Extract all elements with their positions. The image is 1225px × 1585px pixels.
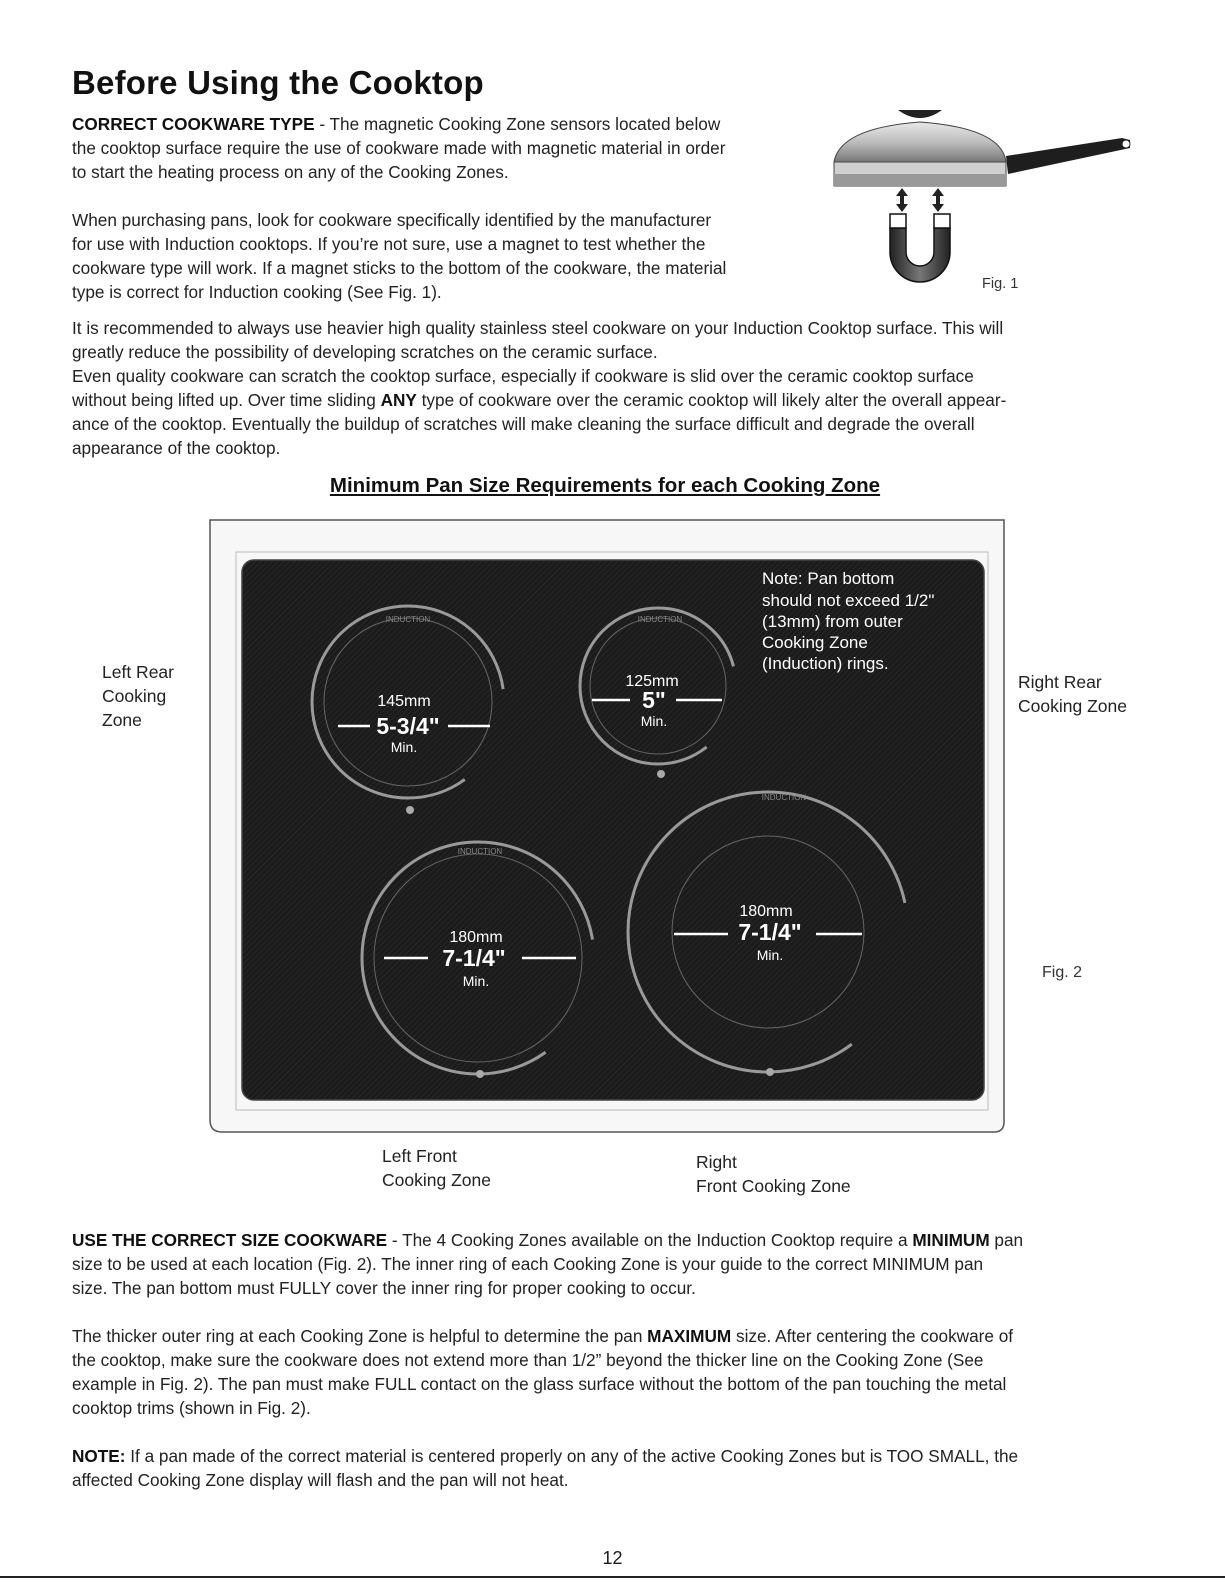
outer-ring-paragraph xyxy=(72,1324,1013,1420)
correct-size-line1c: pan xyxy=(989,1230,1024,1250)
left-rear-label-line1: Left Rear xyxy=(102,662,174,682)
correct-size-heading: USE THE CORRECT SIZE COOKWARE xyxy=(72,1230,388,1250)
note-line5: (Induction) rings. xyxy=(762,654,889,673)
left-rear-label-line3: Zone xyxy=(102,710,142,730)
correct-type-paragraph xyxy=(72,112,725,184)
center-rear-induction-word: INDUCTION xyxy=(637,615,683,624)
note-paragraph xyxy=(72,1444,1018,1492)
purchasing-line1: When purchasing pans, look for cookware specifically identified by the manufacturer xyxy=(72,210,712,230)
recommend-line2: greatly reduce the possibility of developing scratches on the ceramic surface. xyxy=(72,342,658,362)
correct-type-line2: the cooktop surface require the use of cookware made with magnetic material in order xyxy=(72,138,726,158)
left-rear-ring-marker xyxy=(406,806,414,814)
left-rear-mm: 145mm xyxy=(377,693,431,710)
note-line1: Note: Pan bottom xyxy=(762,569,895,588)
correct-size-paragraph xyxy=(72,1228,1023,1300)
center-rear-inch: 5" xyxy=(642,687,666,713)
left-rear-zone-label xyxy=(102,660,174,732)
purchasing-line2: for use with Induction cooktops. If you’re not sure, use a magnet to test whether the xyxy=(72,234,706,254)
recommend-line3: Even quality cookware can scratch the cooktop surface, especially if cookware is slid over the ceramic cooktop surface xyxy=(72,366,974,386)
page-number: 12 xyxy=(602,1548,623,1568)
purchasing-line4: type is correct for Induction cooking (See Fig. 1). xyxy=(72,282,442,302)
left-rear-induction-word: INDUCTION xyxy=(385,615,431,624)
right-rear-label-line1: Right Rear xyxy=(1018,672,1102,692)
note-line2: affected Cooking Zone display will flash and the pan will not heat. xyxy=(72,1470,569,1490)
outer-ring-line2: the cooktop, make sure the cookware does not extend more than 1/2” beyond the thicker line on the Cooking Zone (See xyxy=(72,1350,984,1370)
correct-type-heading: CORRECT COOKWARE TYPE xyxy=(72,114,315,134)
left-rear-min: Min. xyxy=(390,739,418,755)
right-front-mm: 180mm xyxy=(739,903,793,920)
correct-type-line3: to start the heating process on any of the Cooking Zones. xyxy=(72,162,509,182)
cooktop-glass xyxy=(242,560,984,1100)
outer-ring-line1a: The thicker outer ring at each Cooking Zone is helpful to determine the pan xyxy=(72,1326,648,1346)
right-front-label-line2: Front Cooking Zone xyxy=(696,1176,851,1196)
recommend-line5: ance of the cooktop. Eventually the buildup of scratches will make cleaning the surface difficult and degrade the overall xyxy=(72,414,975,434)
correct-size-line3: size. The pan bottom must FULLY cover the inner ring for proper cooking to occur. xyxy=(72,1278,696,1298)
page-title: Before Using the Cooktop xyxy=(72,64,484,101)
recommend-line6: appearance of the cooktop. xyxy=(72,438,281,458)
left-front-label-line1: Left Front xyxy=(382,1146,457,1166)
left-front-ring-marker xyxy=(476,1070,484,1078)
bottom-rule xyxy=(0,1576,1225,1578)
recommend-line4a: without being lifted up. Over time sliding xyxy=(72,390,381,410)
right-front-induction-word: INDUCTION xyxy=(761,793,807,802)
left-front-induction-word: INDUCTION xyxy=(457,847,503,856)
center-rear-ring-marker xyxy=(657,770,665,778)
right-front-inch: 7-1/4" xyxy=(738,919,802,945)
correct-size-line2: size to be used at each location (Fig. 2). The inner ring of each Cooking Zone is your guide to the correct MINIMUM pan xyxy=(72,1254,984,1274)
recommend-any: ANY xyxy=(380,390,417,410)
note-line4: Cooking Zone xyxy=(762,633,868,652)
note-heading: NOTE: xyxy=(72,1446,126,1466)
left-front-zone-label xyxy=(382,1144,491,1192)
correct-type-line1: - The magnetic Cooking Zone sensors located below xyxy=(314,114,721,134)
purchasing-line3: cookware type will work. If a magnet sticks to the bottom of the cookware, the material xyxy=(72,258,727,278)
pan-size-section-heading: Minimum Pan Size Requirements for each Cooking Zone xyxy=(329,474,881,497)
recommend-paragraph xyxy=(72,316,1006,460)
note-line3: (13mm) from outer xyxy=(762,612,903,631)
fig1-pan-magnet-illustration xyxy=(830,104,1150,304)
center-rear-min: Min. xyxy=(640,713,668,729)
outer-ring-line3: example in Fig. 2). The pan must make FULL contact on the glass surface without the bottom of the pan touching the metal xyxy=(72,1374,1007,1394)
cooktop-diagram xyxy=(208,518,1008,1136)
right-front-min: Min. xyxy=(756,947,784,963)
correct-size-line1a: - The 4 Cooking Zones available on the Induction Cooktop require a xyxy=(387,1230,913,1250)
outer-ring-line4: cooktop trims (shown in Fig. 2). xyxy=(72,1398,311,1418)
right-front-ring-marker xyxy=(766,1068,774,1076)
note-line1: If a pan made of the correct material is centered properly on any of the active Cooking Zones but is TOO SMALL, the xyxy=(125,1446,1019,1466)
right-rear-zone-label xyxy=(1018,670,1127,718)
outer-ring-maximum: MAXIMUM xyxy=(647,1326,732,1346)
fig2-label: Fig. 2 xyxy=(1042,964,1083,981)
outer-ring-line1c: size. After centering the cookware of xyxy=(731,1326,1014,1346)
note-line2: should not exceed 1/2" xyxy=(762,591,935,610)
lid-knob-icon xyxy=(898,110,942,118)
right-rear-label-line2: Cooking Zone xyxy=(1018,696,1127,716)
fig1-label: Fig. 1 xyxy=(982,276,1019,292)
recommend-line1: It is recommended to always use heavier high quality stainless steel cookware on your Induction Cooktop surface. This will xyxy=(72,318,1004,338)
left-front-mm: 180mm xyxy=(449,929,503,946)
left-front-min: Min. xyxy=(462,973,490,989)
center-rear-mm: 125mm xyxy=(625,673,679,690)
left-rear-inch: 5-3/4" xyxy=(376,713,440,739)
purchasing-paragraph xyxy=(72,208,726,304)
horseshoe-magnet-icon xyxy=(890,214,950,282)
left-front-inch: 7-1/4" xyxy=(442,945,506,971)
left-front-label-line2: Cooking Zone xyxy=(382,1170,491,1190)
frying-pan-icon xyxy=(834,122,1130,186)
left-rear-label-line2: Cooking xyxy=(102,686,167,706)
magnet-attract-arrows-icon xyxy=(896,188,944,212)
correct-size-minimum: MINIMUM xyxy=(912,1230,990,1250)
right-front-label-line1: Right xyxy=(696,1152,737,1172)
right-front-zone-label xyxy=(696,1150,851,1198)
recommend-line4c: type of cookware over the ceramic cooktop will likely alter the overall appear- xyxy=(416,390,1007,410)
